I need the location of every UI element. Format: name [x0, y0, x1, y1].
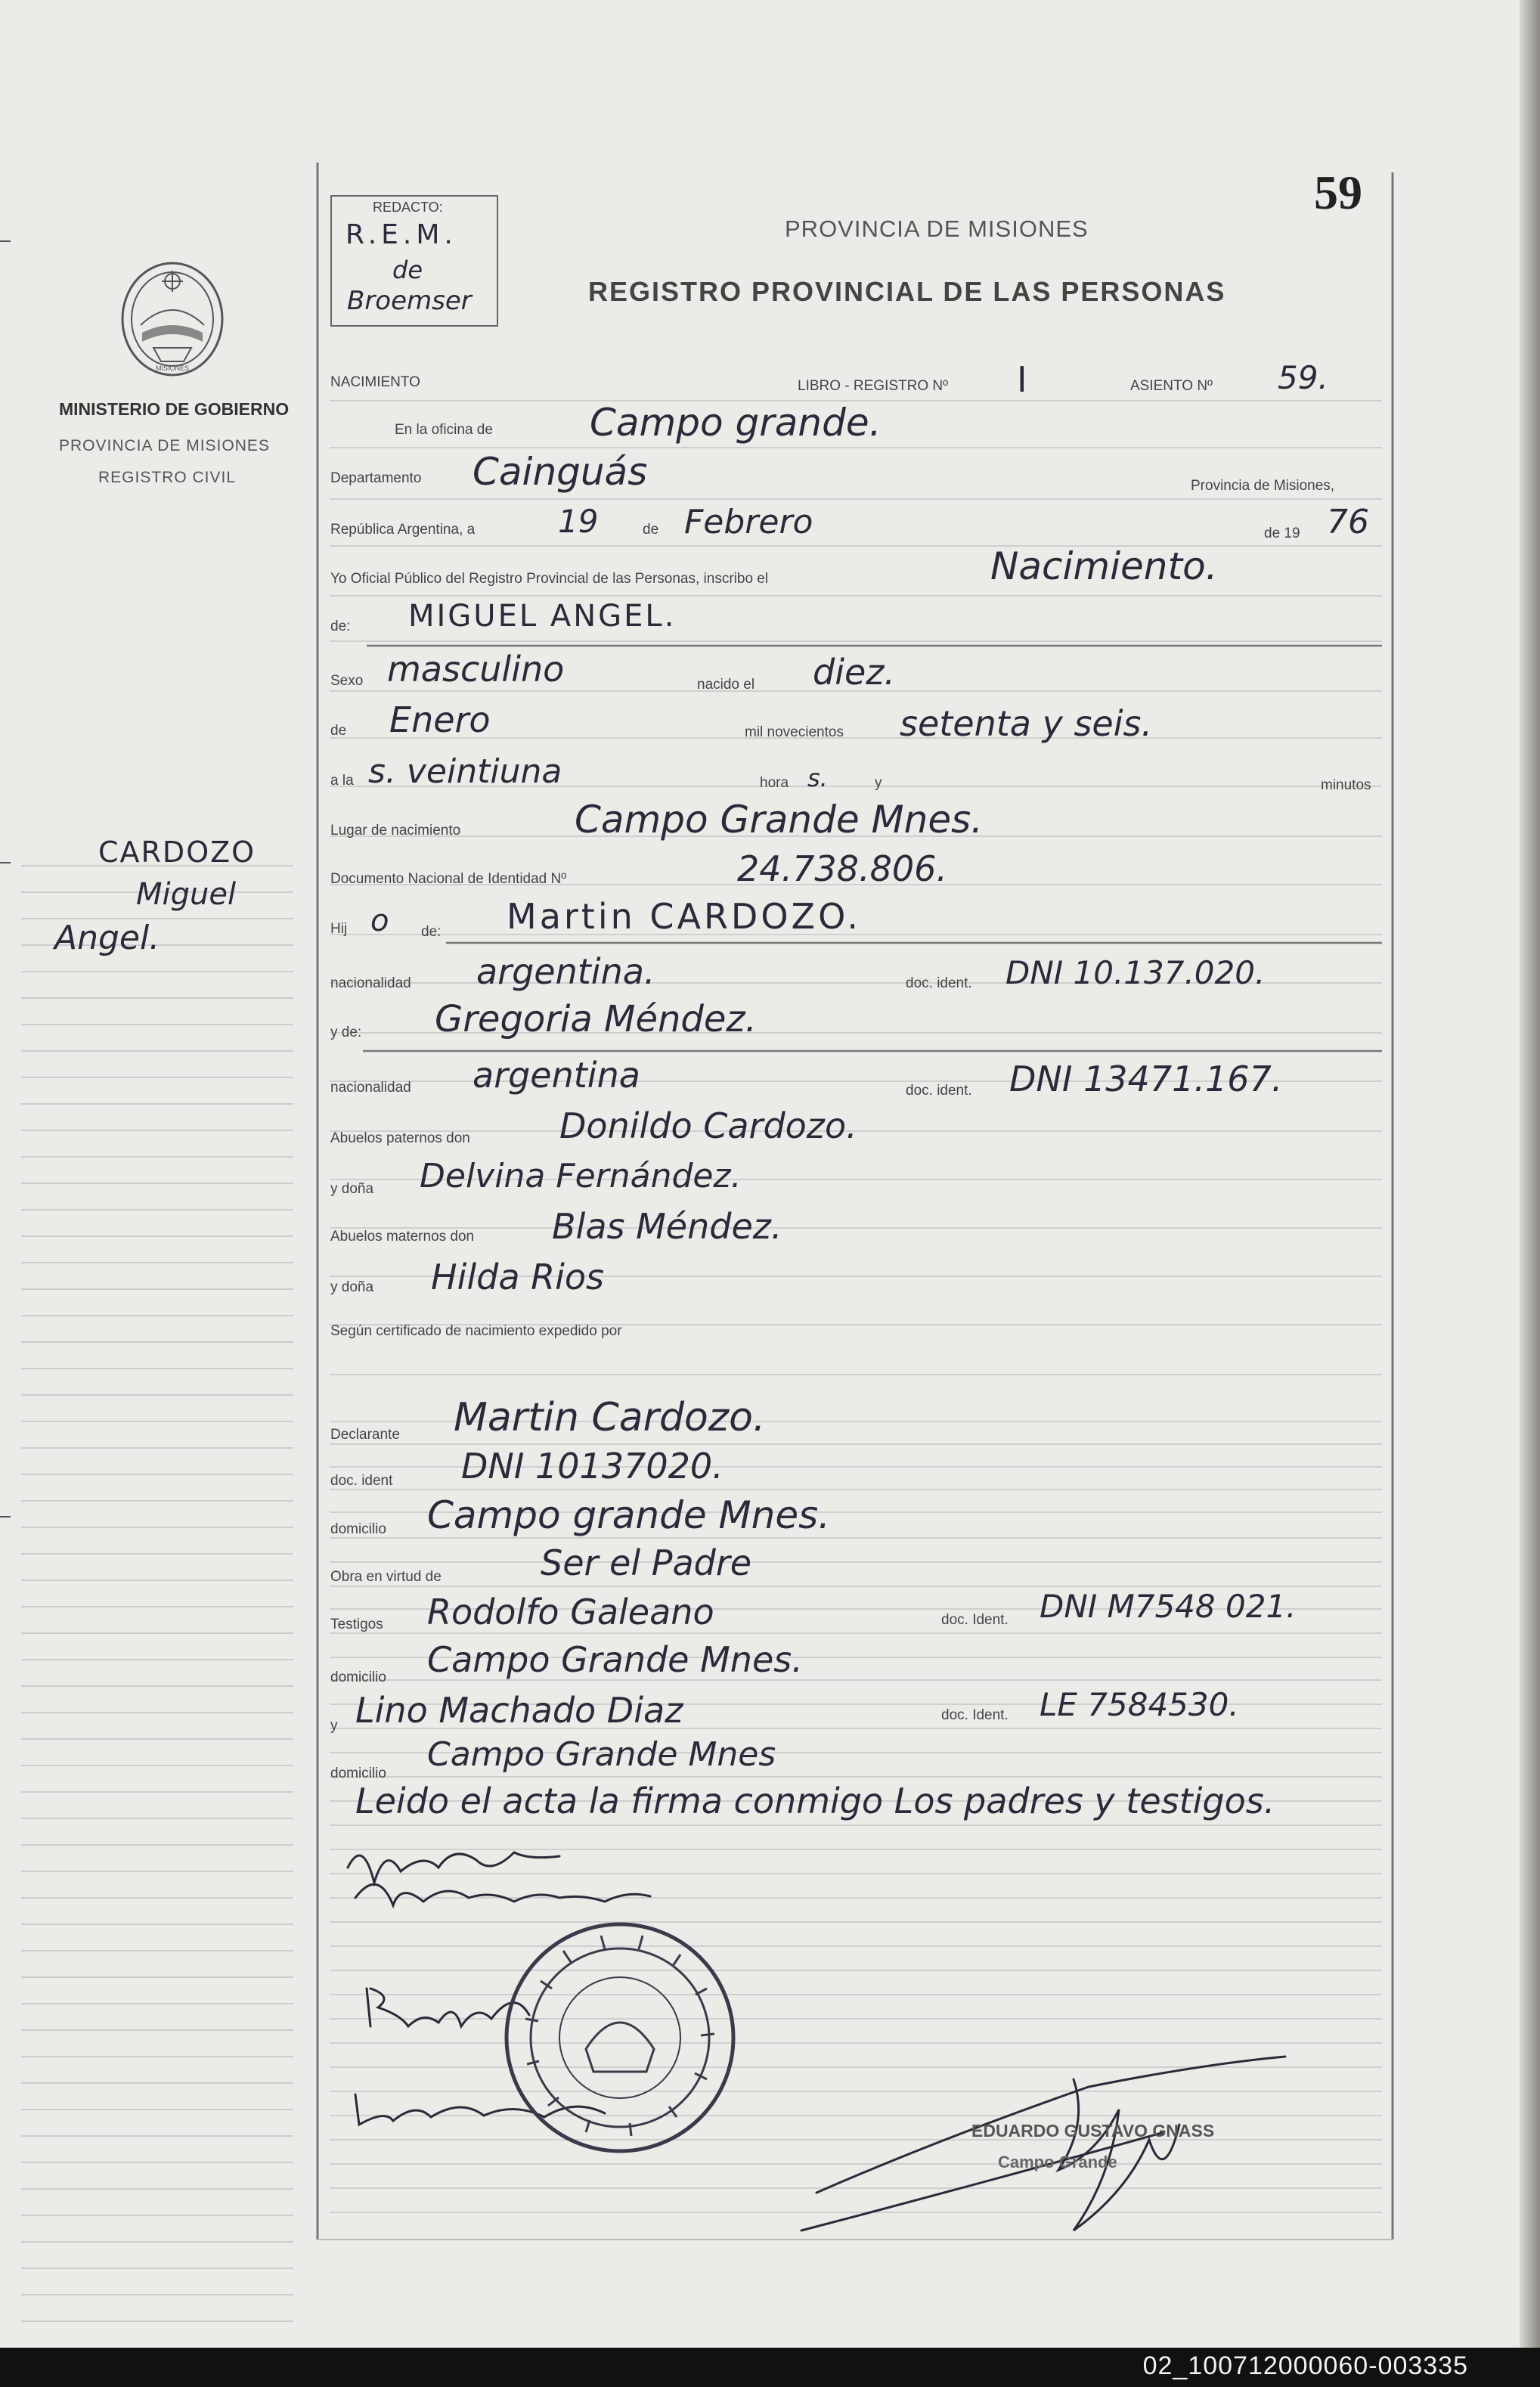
- nacimiento-label: NACIMIENTO: [330, 374, 420, 390]
- doc-padre: DNI 10.137.020.: [1005, 954, 1266, 991]
- de2-label: de: [330, 723, 347, 739]
- leido-text: Leido el acta la firma conmigo Los padres y testigos.: [355, 1781, 1275, 1821]
- segun-label: Según certificado de nacimiento expedido por: [330, 1323, 622, 1339]
- departamento-value: Cainguás: [473, 450, 648, 494]
- republica-label: República Argentina, a: [330, 522, 476, 538]
- doc-ident3-label-1: doc. Ident.: [941, 1612, 1009, 1628]
- redacto-label: REDACTO:: [373, 200, 443, 215]
- abuela-pat-value: Delvina Fernández.: [420, 1157, 742, 1195]
- y-dona-label-1: y doña: [330, 1181, 374, 1197]
- de-year-label: de 19: [1264, 525, 1300, 541]
- de-name-label: de:: [330, 618, 351, 634]
- y-label: y: [875, 775, 882, 791]
- doc-ident3-label-2: doc. Ident.: [941, 1707, 1009, 1723]
- nacionalidad-madre: argentina: [473, 1055, 640, 1096]
- y-label-2: y: [330, 1718, 338, 1734]
- officer-stamp: [964, 2121, 1281, 2174]
- obra-label: Obra en virtud de: [330, 1569, 442, 1585]
- testigo1-value: Rodolfo Galeano: [427, 1592, 714, 1632]
- oficial-label: Yo Oficial Público del Registro Provincial de las Personas, inscribo el: [330, 571, 769, 587]
- domicilio-label-2: domicilio: [330, 1669, 386, 1685]
- sexo-label: Sexo: [330, 673, 364, 689]
- year-value: 76: [1327, 503, 1369, 541]
- sexo-value: masculino: [387, 649, 565, 690]
- mil-label: mil novecientos: [745, 724, 844, 740]
- nacionalidad-label-1: nacionalidad: [330, 975, 411, 991]
- abuelos-mat-label: Abuelos maternos don: [330, 1229, 475, 1245]
- redacto-box: [330, 195, 498, 327]
- province-label: PROVINCIA DE MISIONES: [59, 437, 270, 454]
- testigo2-doc: LE 7584530.: [1040, 1686, 1239, 1723]
- ministry-label: MINISTERIO DE GOBIERNO: [59, 399, 290, 419]
- binding-edge: [1520, 0, 1540, 2348]
- hijo-value: o: [370, 904, 389, 938]
- oficina-value: Campo grande.: [590, 401, 882, 445]
- redacto-line2: de: [392, 256, 423, 284]
- y-dona-label-2: y doña: [330, 1279, 374, 1295]
- abuela-mat-value: Hilda Rios: [431, 1257, 605, 1297]
- header-title: REGISTRO PROVINCIAL DE LAS PERSONAS: [588, 276, 1226, 307]
- declarante-domicilio: Campo grande Mnes.: [427, 1493, 831, 1537]
- testigo1-domicilio: Campo Grande Mnes.: [427, 1639, 803, 1680]
- abuelo-mat-value: Blas Méndez.: [552, 1206, 782, 1247]
- alas-value: s. veintiuna: [368, 752, 562, 791]
- lugar-value: Campo Grande Mnes.: [575, 798, 984, 842]
- y-de-label: y de:: [330, 1025, 362, 1040]
- lugar-label: Lugar de nacimiento: [330, 823, 461, 839]
- official-seal-icon: [495, 1913, 745, 2162]
- oficina-label: En la oficina de: [395, 422, 493, 438]
- hora-label: hora: [760, 775, 789, 791]
- nombre-value: MIGUEL ANGEL.: [408, 599, 677, 634]
- doc-madre: DNI 13471.167.: [1009, 1059, 1283, 1099]
- hijo-de-label: de:: [421, 924, 442, 940]
- redacto-line1: R.E.M.: [345, 219, 457, 250]
- mes-nac-value: Enero: [389, 699, 491, 740]
- minutos-label: minutos: [1321, 777, 1371, 793]
- documento-label: Documento Nacional de Identidad Nº: [330, 871, 567, 887]
- departamento-label: Departamento: [330, 470, 422, 486]
- testigo1-doc: DNI M7548 021.: [1040, 1588, 1297, 1625]
- margin-note-name1: Miguel: [136, 877, 237, 912]
- domicilio-label-3: domicilio: [330, 1765, 386, 1781]
- asiento-label: ASIENTO Nº: [1130, 378, 1213, 394]
- doc-ident-label-2: doc. ident.: [906, 1083, 972, 1099]
- redacto-line3: Broemser: [347, 286, 472, 316]
- madre-value: Gregoria Méndez.: [435, 998, 757, 1040]
- obra-value: Ser el Padre: [541, 1542, 752, 1583]
- de-label: de: [643, 522, 659, 538]
- hijo-label: Hij: [330, 921, 348, 937]
- declarante-value: Martin Cardozo.: [454, 1395, 766, 1440]
- hora-value: s.: [807, 764, 828, 792]
- dia-value: 19: [558, 503, 599, 540]
- mil-value: setenta y seis.: [900, 703, 1153, 744]
- abuelo-pat-value: Donildo Cardozo.: [559, 1105, 857, 1146]
- testigos-label: Testigos: [330, 1617, 383, 1632]
- libro-label: LIBRO - REGISTRO Nº: [798, 378, 949, 394]
- margin-note-name2: Angel.: [54, 919, 160, 957]
- image-caption: 02_100712000060-003335: [1142, 2351, 1468, 2380]
- declarante-label: Declarante: [330, 1427, 400, 1443]
- doc-ident2-label: doc. ident: [330, 1473, 393, 1489]
- abuelos-pat-label: Abuelos paternos don: [330, 1130, 470, 1146]
- nacionalidad-padre: argentina.: [476, 951, 655, 992]
- alas-label: a la: [330, 773, 354, 789]
- registry-civil-label: REGISTRO CIVIL: [98, 469, 237, 486]
- documento-value: 24.738.806.: [737, 848, 947, 889]
- testigo2-value: Lino Machado Diaz: [355, 1690, 683, 1731]
- doc-ident-label-1: doc. ident.: [906, 975, 972, 991]
- padre-value: Martin CARDOZO.: [507, 896, 862, 937]
- page-number: 59: [1314, 166, 1362, 219]
- domicilio-label-1: domicilio: [330, 1521, 386, 1537]
- libro-value: I: [1017, 359, 1027, 400]
- officer-name: EDUARDO GUSTAVO GNASS: [971, 2121, 1215, 2141]
- signatures: [333, 1837, 1353, 2261]
- header-province: PROVINCIA DE MISIONES: [785, 215, 1089, 242]
- testigo2-domicilio: Campo Grande Mnes: [427, 1735, 776, 1774]
- nacido-value: diez.: [813, 652, 896, 693]
- nacido-label: nacido el: [697, 677, 755, 693]
- nacionalidad-label-2: nacionalidad: [330, 1080, 411, 1096]
- mes-value: Febrero: [684, 503, 813, 541]
- officer-place: Campo Grande: [998, 2153, 1117, 2172]
- declarante-doc: DNI 10137020.: [461, 1446, 724, 1486]
- provincia-label: Provincia de Misiones,: [1191, 478, 1335, 494]
- oficial-value: Nacimiento.: [990, 544, 1218, 588]
- asiento-value: 59.: [1278, 359, 1328, 396]
- margin-note-surname: CARDOZO: [98, 835, 256, 869]
- svg-text:MISIONES: MISIONES: [155, 364, 190, 372]
